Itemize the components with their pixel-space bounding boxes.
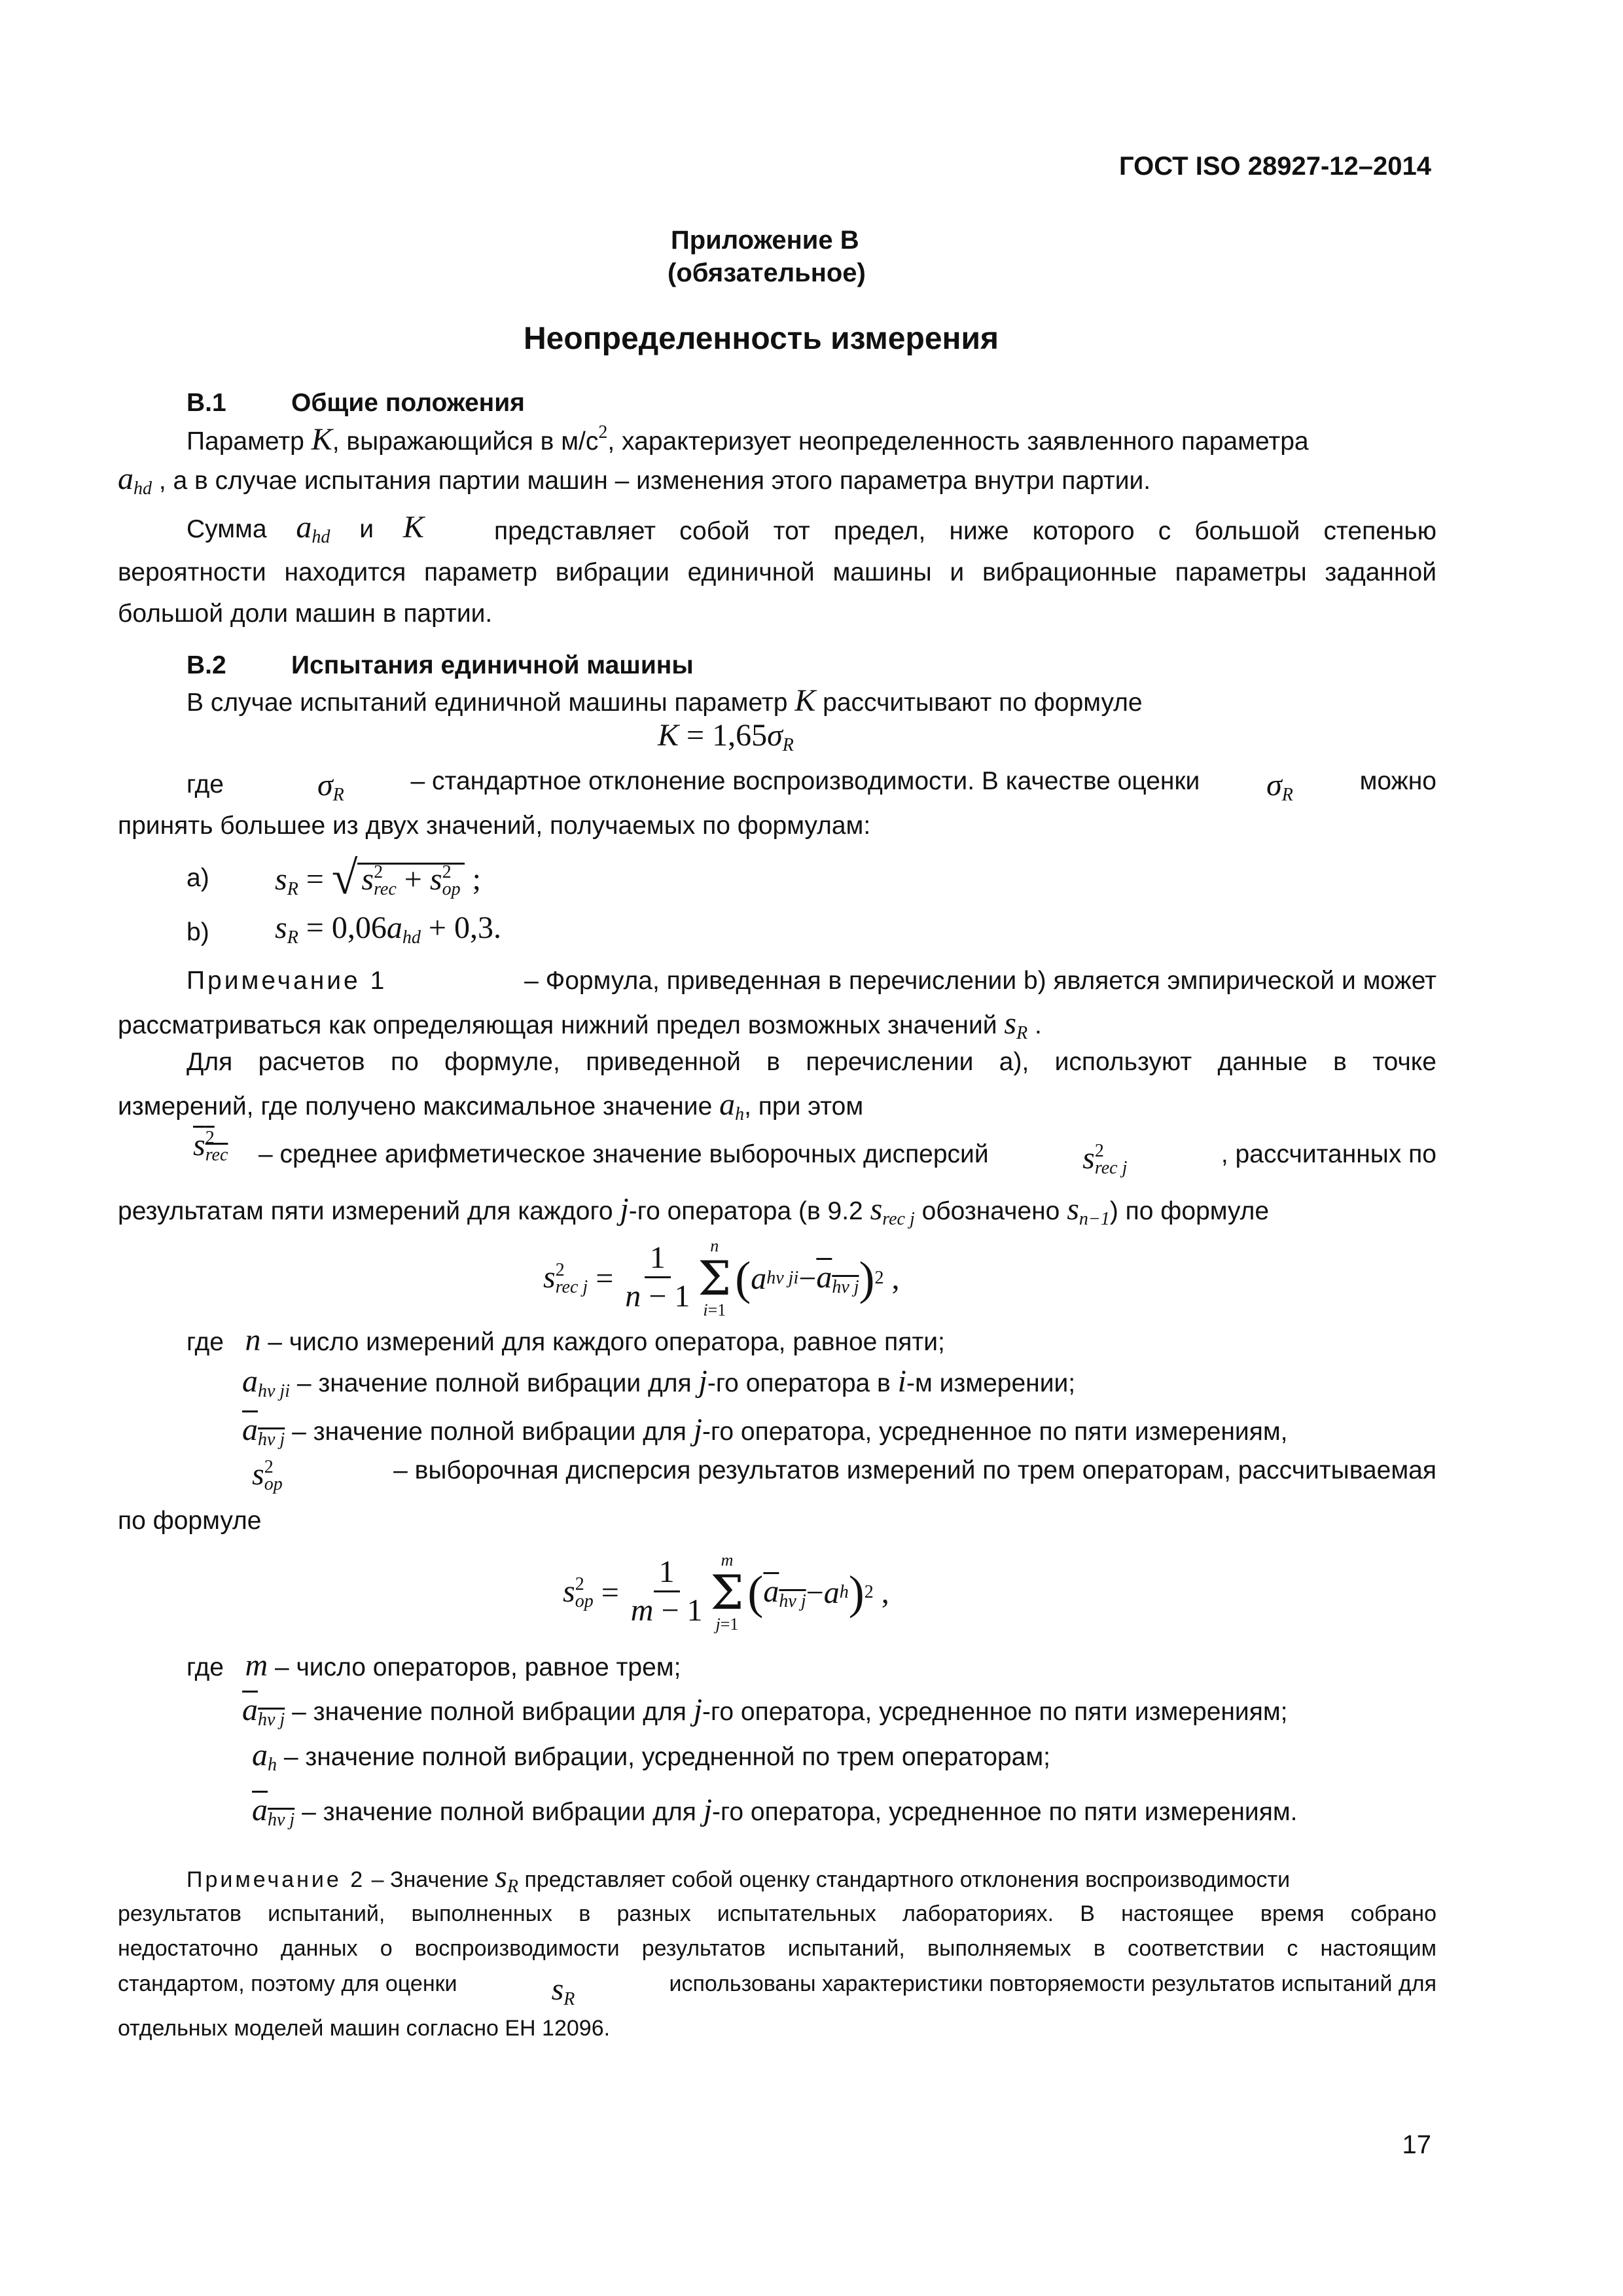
list-marker: b) [187,918,209,946]
paragraph: $a_{hd}$ , а в случае испытания партии машин – изменения этого параметра внутри партии. [118,461,1151,499]
paragraph: $\sigma_R$ – стандартное отклонение воспроизводимости. В качестве оценки $\sigma_R$ можно [317,767,1436,805]
paragraph: где [187,770,224,798]
paragraph: Для расчетов по формуле, приведенной в перечислении а), используют данные в точке [187,1048,1436,1076]
list-marker: а) [187,864,209,892]
paragraph: Сумма $a_{hd}$ и K [187,510,424,547]
definition: $a_h$ – значение полной вибрации, усредненной по трем операторам; [252,1738,1050,1775]
annex-title: Приложение В [671,226,859,255]
note: стандартом, поэтому для оценки $s_R$ использованы характеристики повторяемости результатов испытаний для [118,1971,1436,2009]
formula-srec-j: $s^2_{rec j}$ = $\frac{1}{n - 1}$ n Σ i=1 ( a hv ji − $a_{hv j}$ ) 2 , [543,1236,900,1319]
definition: $a_{hv j}$ – значение полной вибрации для j-го оператора, усредненное по пяти измерениям. [252,1793,1298,1830]
note: рассматриваться как определяющая нижний предел возможных значений $s_R$ . [118,1006,1042,1043]
paragraph: принять большее из двух значений, получаемых по формулам: [118,812,871,840]
paragraph: – среднее арифметическое значение выборочных дисперсий $s^2_{rec j}$ , рассчитанных по [259,1140,1436,1178]
formula-b: $s_R = 0,06a_{hd} + 0,3$. [275,910,501,948]
symbol-srec-mean: $s^2_{rec}$ [193,1128,228,1165]
note: результатов испытаний, выполненных в разных испытательных лабораториях. В настоящее время собрано [118,1901,1436,1926]
definition: где n – число измерений для каждого оператора, равное пяти; [187,1323,945,1357]
note: Примечание 1 – Формула, приведенная в перечислении b) является эмпирической и может [187,967,1436,995]
paragraph: представляет собой тот предел, ниже которого с большой степенью вероятности находится параметр вибрации единичной машины и вибрационные параметры заданной большой доли машин в партии. [118,517,1436,628]
definition: по формуле [118,1507,262,1535]
definition: $a_{hv j}$ – значение полной вибрации для j-го оператора, усредненное по пяти измерениям; [242,1693,1288,1730]
note: отдельных моделей машин согласно ЕН 12096. [118,2016,611,2041]
formula-K: $K = 1,65\sigma_R$ [658,718,794,755]
annex-heading: Неопределенность измерения [524,321,999,356]
standard-designation: ГОСТ ISO 28927-12–2014 [1119,152,1431,181]
formula-sop: $s^2_{op}$ = $\frac{1}{m - 1}$ m Σ j=1 ( $a_{hv j}$ − a h ) 2 , [563,1551,889,1634]
formula-a: $s_R$ = √ $s^2_{rec} + s^2_{op}$ ; [275,852,481,904]
section-title: Общие положения [291,389,525,417]
note: недостаточно данных о воспроизводимости результатов испытаний, выполняемых в соответствии с настоящим [118,1936,1436,1961]
paragraph: В случае испытаний единичной машины параметр K рассчитывают по формуле [187,683,1143,718]
section-number: В.2 [187,651,226,679]
definition: $a_{hv ji}$ – значение полной вибрации для j-го оператора в i-м измерении; [242,1364,1076,1401]
definition: где m – число операторов, равное трем; [187,1648,681,1683]
page-number: 17 [1402,2130,1431,2159]
section-number: В.1 [187,389,226,417]
paragraph: результатам пяти измерений для каждого j-го оператора (в 9.2 $s_{rec j}$ обозначено $s_{n-1}$) по формуле [118,1192,1270,1229]
paragraph: Параметр K, выражающийся в $м/с^2$, характеризует неопределенность заявленного параметра [187,422,1309,457]
section-title: Испытания единичной машины [291,651,694,679]
note: Примечание 2 – Значение $s_R$ представляет собой оценку стандартного отклонения воспроизводимости [187,1859,1291,1897]
definition: $a_{hv j}$ – значение полной вибрации для j-го оператора, усредненное по пяти измерениям, [242,1412,1288,1450]
annex-status: (обязательное) [668,259,866,287]
definition: $s^2_{op}$ – выборочная дисперсия результатов измерений по трем операторам, рассчитываемая [252,1456,1436,1494]
paragraph: измерений, где получено максимальное значение $a_h$, при этом [118,1087,864,1124]
